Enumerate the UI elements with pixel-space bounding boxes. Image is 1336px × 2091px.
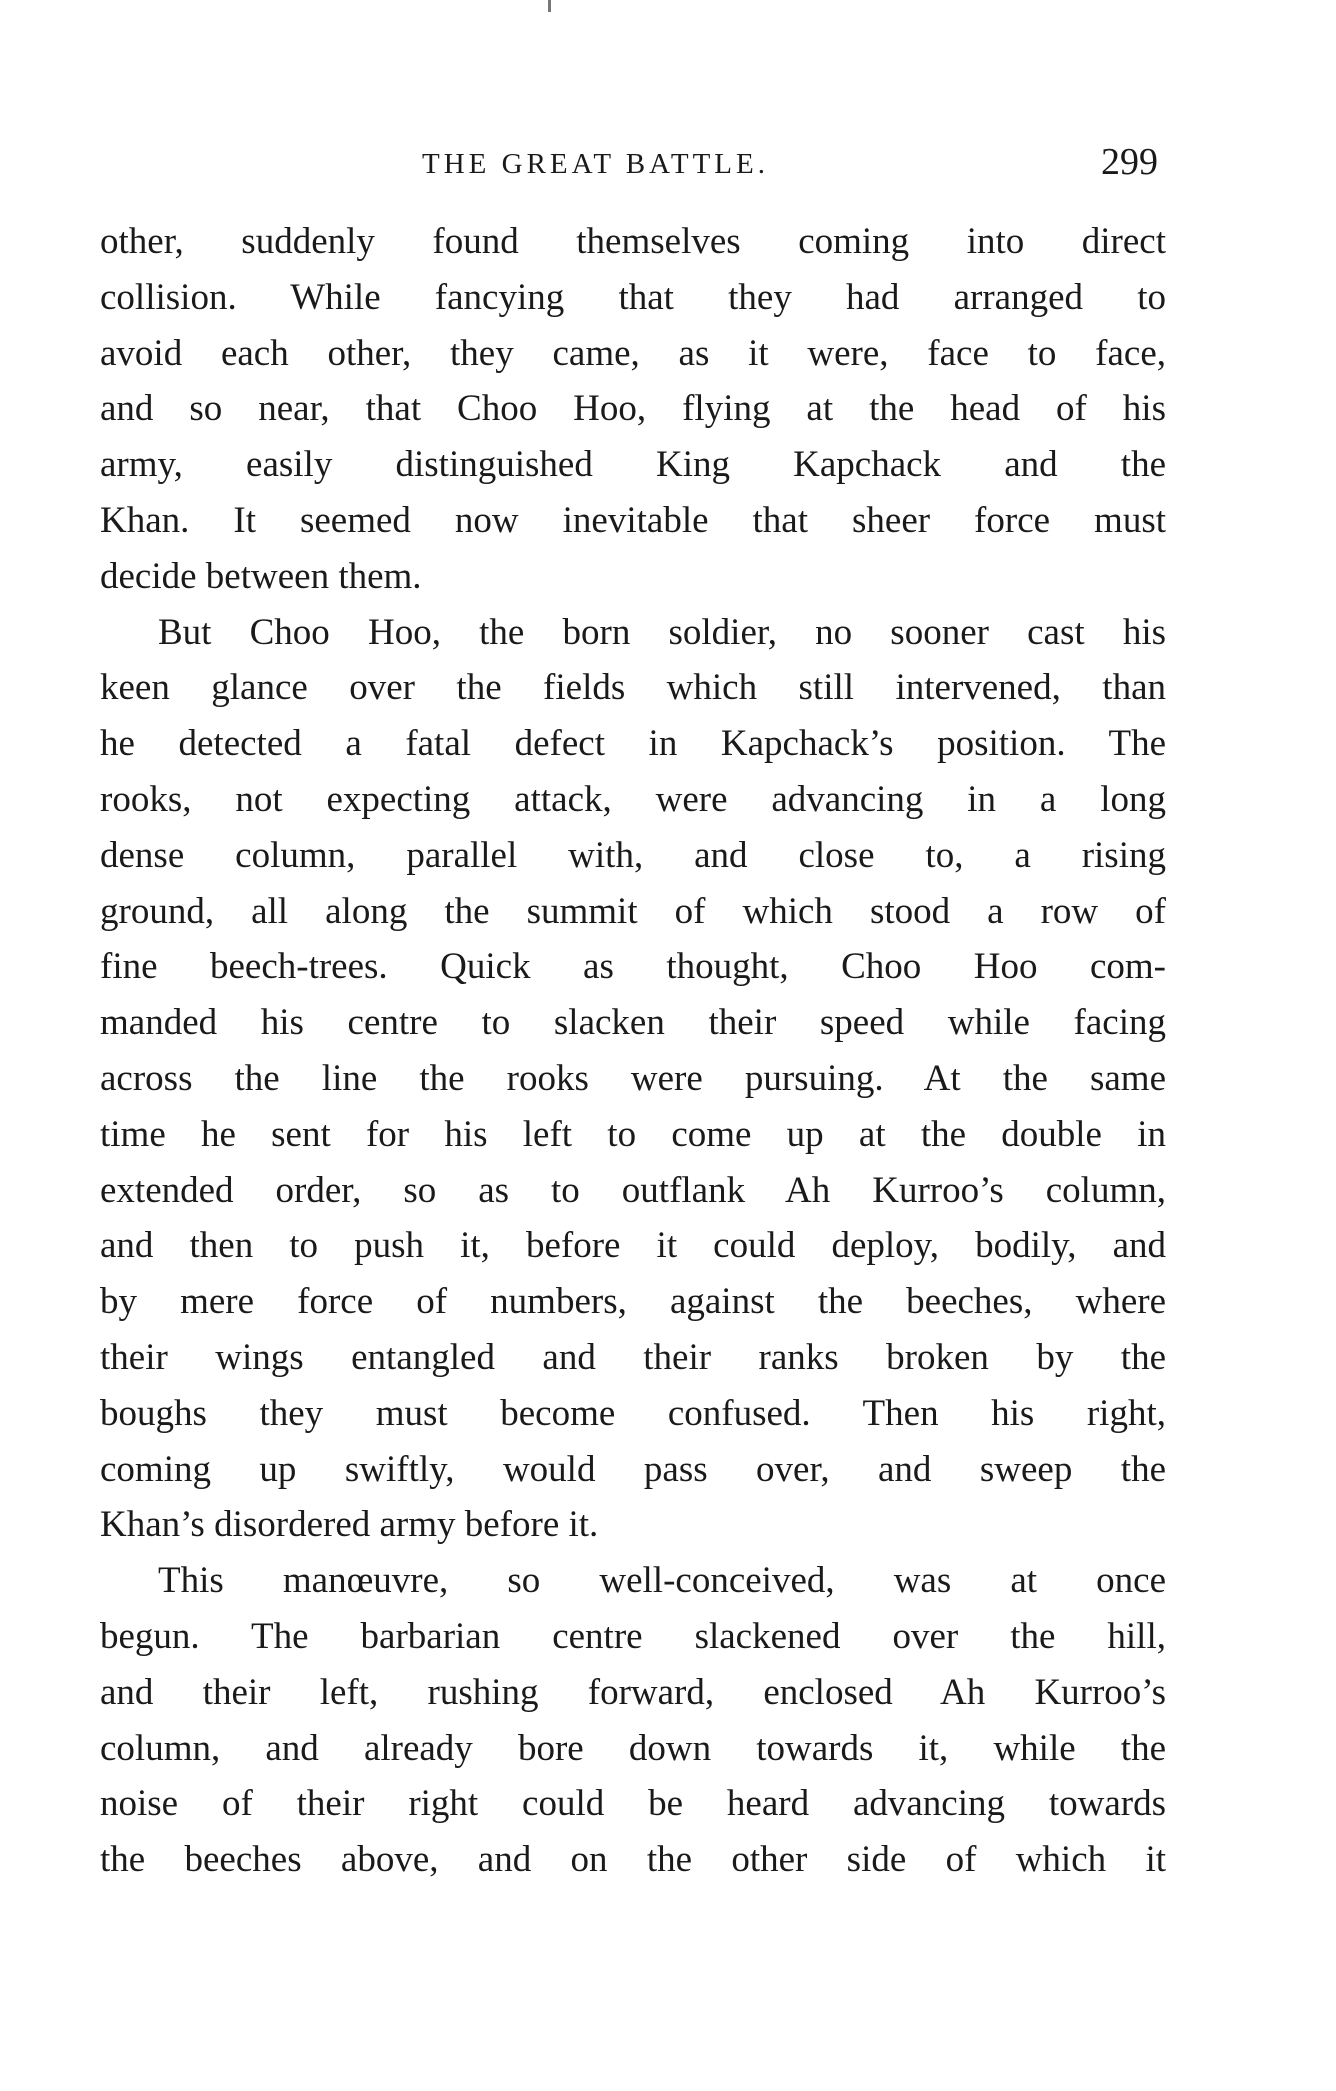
text-line: ground, all along the summit of which stood a row of — [100, 890, 1166, 932]
text-line: Khan’s disordered army before it. — [100, 1504, 599, 1546]
text-line: across the line the rooks were pursuing. At the same — [100, 1057, 1166, 1099]
text-line: coming up swiftly, would pass over, and sweep the — [100, 1448, 1166, 1490]
page-number: 299 — [1101, 141, 1158, 183]
text-line: rooks, not expecting attack, were advancing in a long — [100, 778, 1166, 820]
text-line: avoid each other, they came, as it were, face to face, — [100, 332, 1166, 374]
text-line: their wings entangled and their ranks broken by the — [100, 1336, 1166, 1378]
text-line: the beeches above, and on the other side of which it — [100, 1839, 1166, 1881]
text-line: he detected a fatal defect in Kapchack’s position. The — [100, 723, 1166, 765]
text-line: This manœuvre, so well-conceived, was at once — [158, 1560, 1166, 1602]
text-line: manded his centre to slacken their speed while facing — [100, 1002, 1166, 1044]
text-line: and so near, that Choo Hoo, flying at the head of his — [100, 388, 1166, 430]
running-title: THE GREAT BATTLE. — [422, 148, 769, 180]
text-line: other, suddenly found themselves coming into direct — [100, 221, 1166, 262]
scan-mark — [548, 0, 551, 12]
text-line: But Choo Hoo, the born soldier, no sooner cast his — [158, 611, 1166, 653]
text-line: collision. While fancying that they had arranged to — [100, 276, 1166, 318]
text-line: boughs they must become confused. Then his right, — [100, 1392, 1166, 1434]
text-line: begun. The barbarian centre slackened over the hill, — [100, 1615, 1166, 1657]
text-line: army, easily distinguished King Kapchack and the — [100, 444, 1166, 486]
text-line: Khan. It seemed now inevitable that sheer force must — [100, 499, 1166, 541]
text-line: keen glance over the fields which still intervened, than — [100, 667, 1166, 709]
page-header — [100, 140, 1166, 190]
text-line: dense column, parallel with, and close to, a rising — [100, 834, 1166, 876]
text-line: extended order, so as to outflank Ah Kurroo’s column, — [100, 1169, 1166, 1211]
text-line: and their left, rushing forward, enclosed Ah Kurroo’s — [100, 1671, 1166, 1713]
text-line: decide between them. — [100, 555, 422, 597]
text-line: and then to push it, before it could deploy, bodily, and — [100, 1225, 1166, 1267]
body-text — [100, 214, 1166, 1888]
text-line: by mere force of numbers, against the beeches, where — [100, 1281, 1166, 1323]
text-line: fine beech-trees. Quick as thought, Choo Hoo com- — [100, 946, 1166, 988]
text-line: time he sent for his left to come up at the double in — [100, 1113, 1166, 1155]
text-line: noise of their right could be heard advancing towards — [100, 1783, 1166, 1825]
text-line: column, and already bore down towards it, while the — [100, 1727, 1166, 1769]
